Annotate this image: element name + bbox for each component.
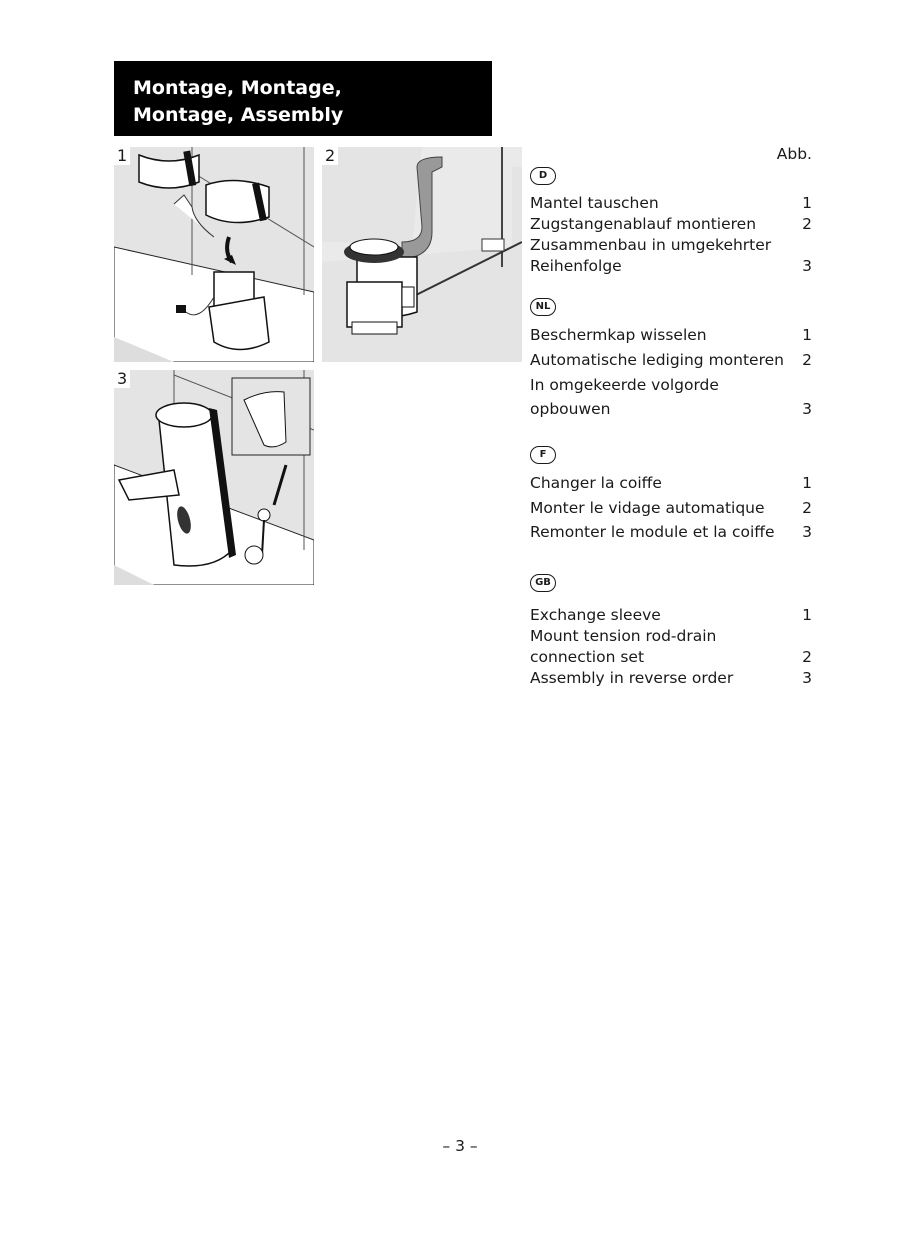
section-title-line-1: Montage, Montage, — [133, 77, 342, 99]
list-item: Zugstangenablauf montieren 2 — [530, 215, 812, 233]
list-item: Changer la coiffe 1 — [530, 474, 812, 492]
list-item: Remonter le module et la coiffe 3 — [530, 523, 812, 541]
list-item: Assembly in reverse order 3 — [530, 669, 812, 687]
figure-1-sleeve-exchange — [114, 147, 314, 362]
figure-number: 1 — [114, 147, 130, 165]
list-item: Exchange sleeve 1 — [530, 606, 812, 624]
figure-3-reassembly — [114, 370, 314, 585]
language-badge-f: F — [530, 446, 556, 464]
list-item: opbouwen 3 — [530, 400, 812, 418]
list-item: Monter le vidage automatique 2 — [530, 499, 812, 517]
figure-column-header: Abb. — [776, 145, 812, 163]
language-badge-nl: NL — [530, 298, 556, 316]
section-title — [114, 61, 492, 136]
list-item: Zusammenbau in umgekehrter — [530, 236, 772, 254]
list-item: Beschermkap wisselen 1 — [530, 326, 812, 344]
figure-2-drain-mount — [322, 147, 522, 362]
section-title-line-2: Montage, Assembly — [133, 104, 344, 126]
language-badge-d: D — [530, 167, 556, 185]
list-item: Automatische lediging monteren 2 — [530, 351, 812, 369]
page-number: – 3 – — [442, 1137, 478, 1155]
instructions-column — [530, 0, 812, 700]
list-item: Mantel tauschen 1 — [530, 194, 812, 212]
list-item: connection set 2 — [530, 648, 812, 666]
figure-number: 3 — [114, 370, 130, 388]
list-item: In omgekeerde volgorde — [530, 376, 719, 394]
figure-number: 2 — [322, 147, 338, 165]
list-item: Mount tension rod-drain — [530, 627, 717, 645]
language-badge-gb: GB — [530, 574, 556, 592]
list-item: Reihenfolge 3 — [530, 257, 812, 275]
